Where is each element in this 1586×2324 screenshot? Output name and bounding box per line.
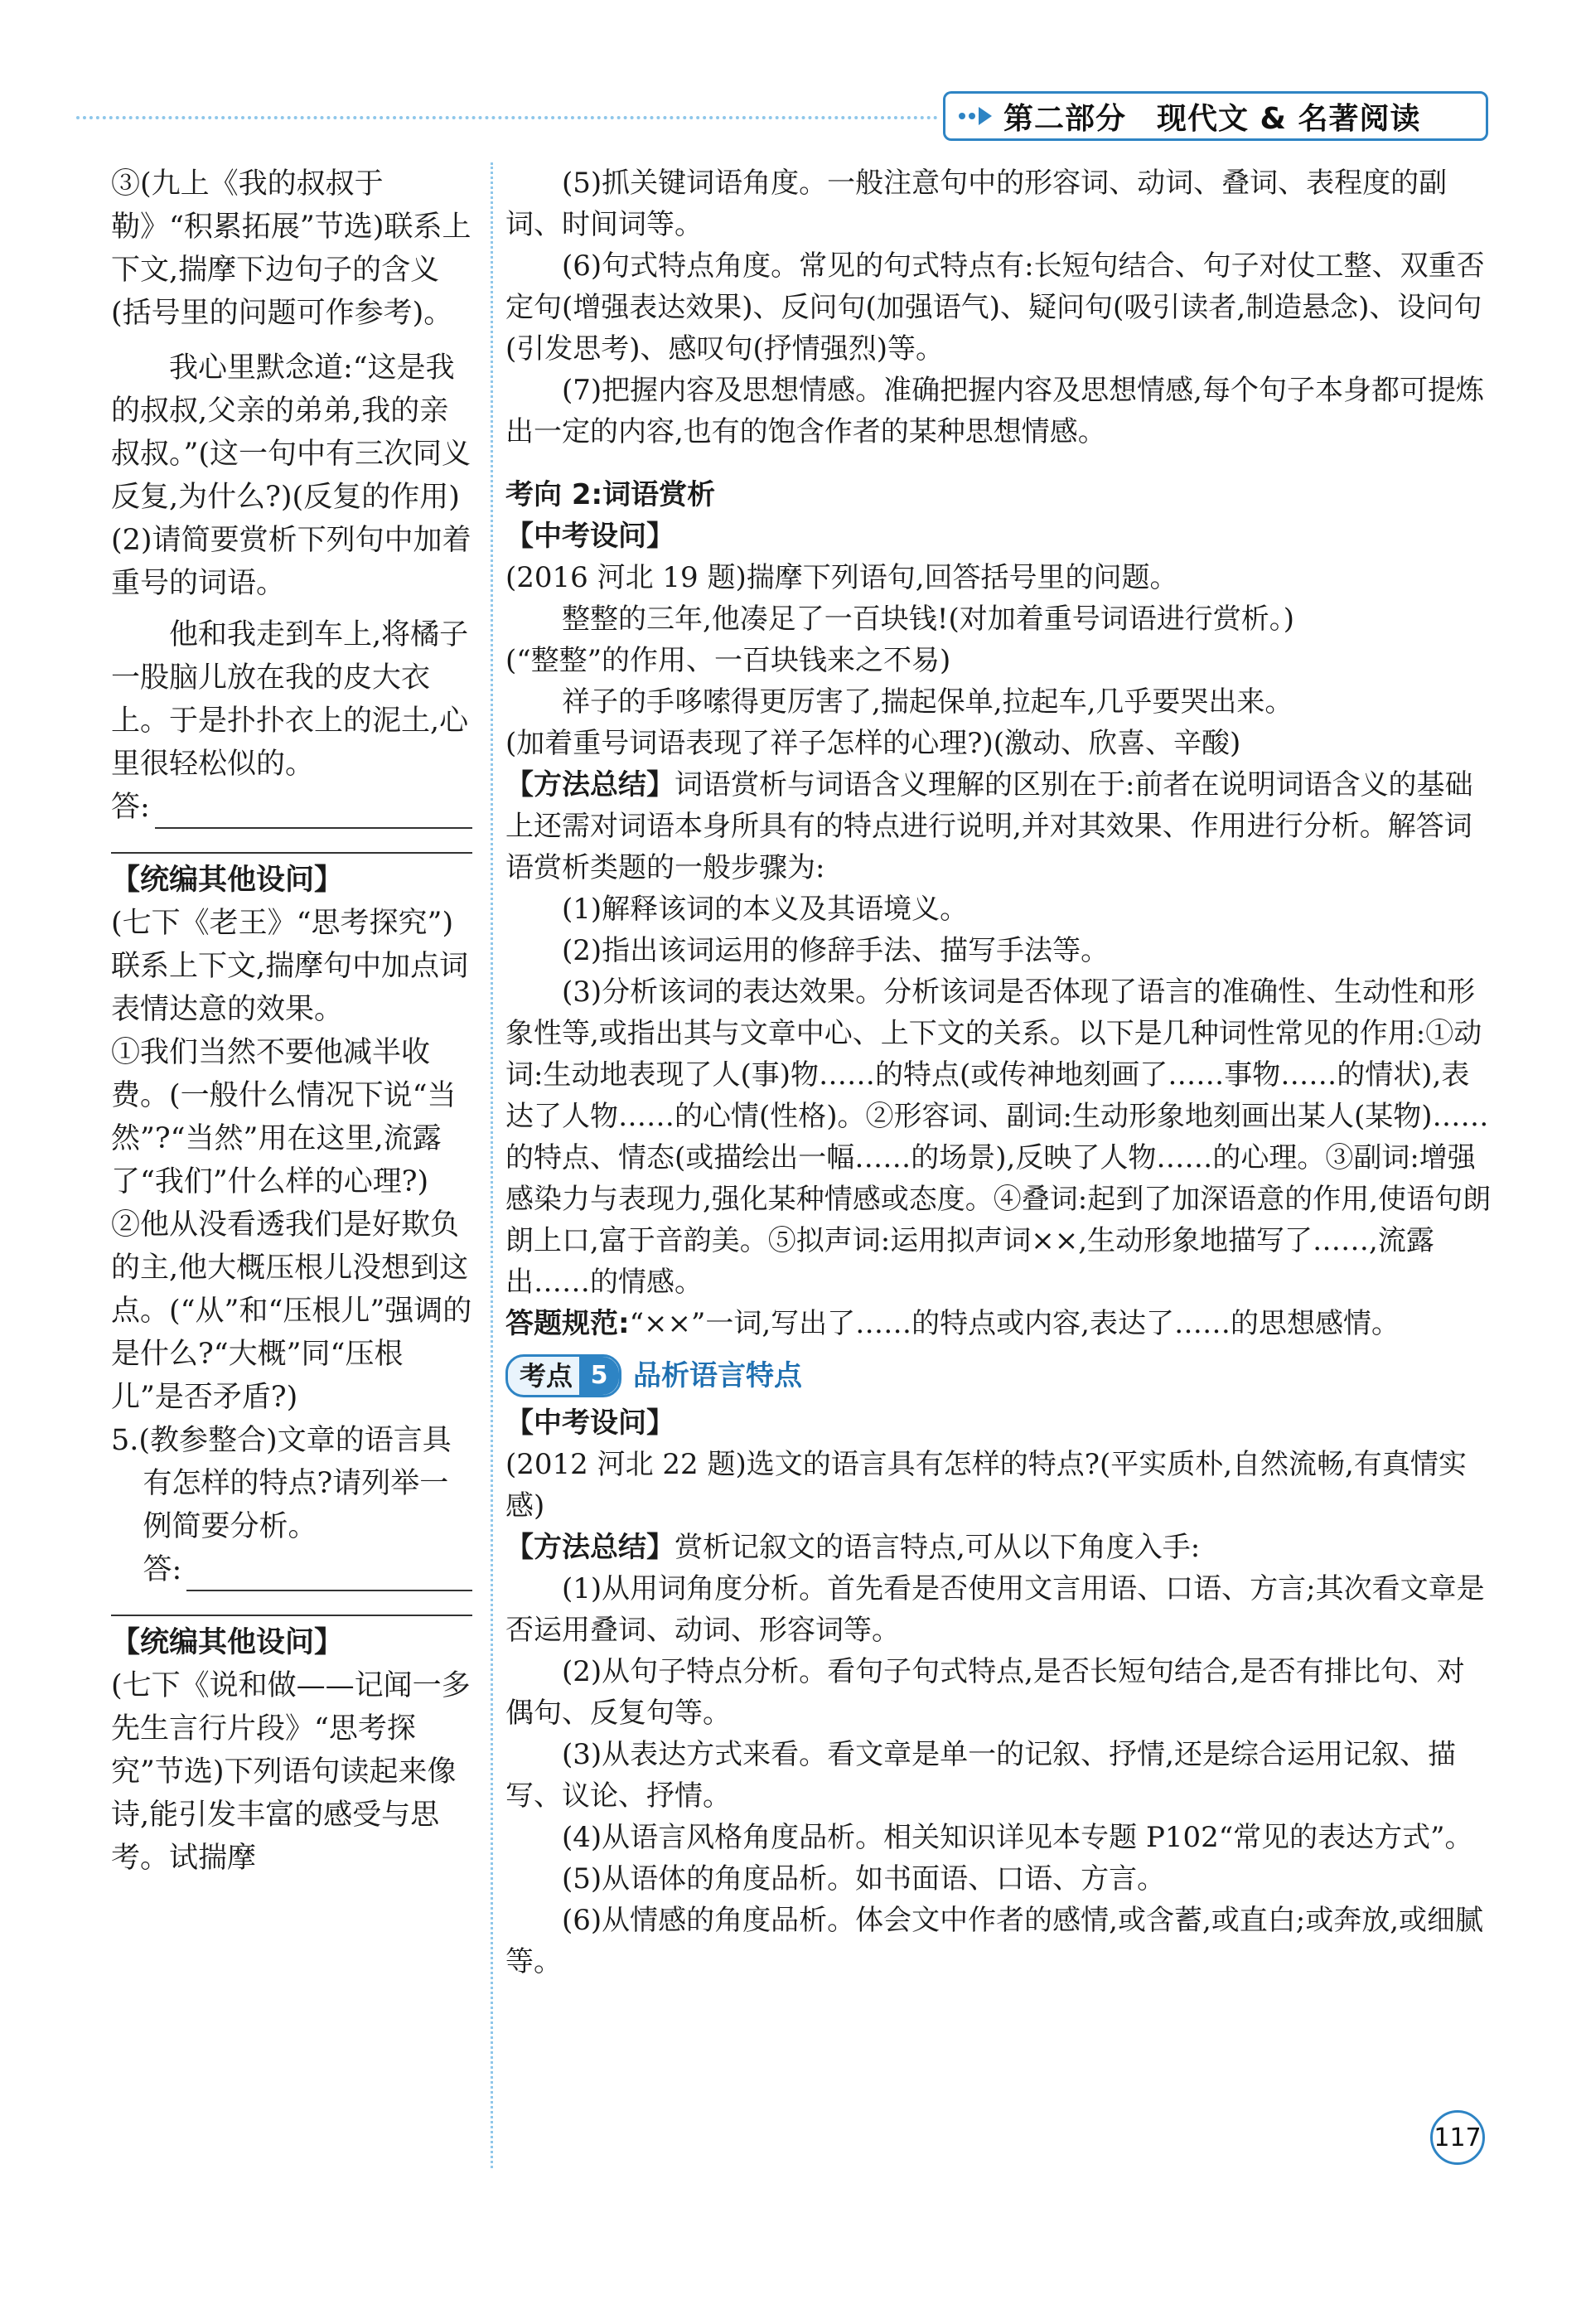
answer-label: 答:: [111, 791, 150, 824]
zhongkao-sentence-1: 整整的三年,他凑足了一百块钱!(对加着重号词语进行赏析。): [562, 603, 1294, 636]
kaodian-5-banner: [505, 1354, 1492, 1397]
step-3: (3)分析该词的表达效果。分析该词是否体现了语言的准确性、生动性和形象性等,或指出其与文章中心、上下文的关系。以下是几种词性常见的作用:①动词:生动地表现了人(事)物……的特点(或传神地刻画了……事物……的情状),表达了人物……的心情(性格)。②形容词、副词:生动形象地刻画出某人(某物)……的特点、情态(或描绘出一幅……的场景),反映了人物……的心理。③副词:增强感染力与表现力,强化某种情感或态度。④叠词:起到了加深语意的作用,使语句朗朗上口,富于音韵美。⑤拟声词:运用拟声词××,生动形象地描写了……,流露出……的情感。: [505, 976, 1492, 1299]
right-column: [505, 162, 1492, 1983]
answer-norm: [505, 1303, 1492, 1344]
point-5: (5)抓关键词语角度。一般注意句中的形容词、动词、叠词、表程度的副词、时间词等。: [505, 167, 1448, 241]
section-header: [943, 91, 1488, 141]
answer-label-2: 答:: [143, 1553, 182, 1586]
method-text: 词语赏析与词语含义理解的区别在于:前者在说明词语含义的基础上还需对词语本身所具有的特点进行说明,并对其效果、作用进行分析。解答词语赏析类题的一般步骤为:: [505, 768, 1473, 884]
answer-norm-text: “××”一词,写出了……的特点或内容,表达了……的思想感情。: [629, 1307, 1400, 1340]
point-7: (7)把握内容及思想情感。准确把握内容及思想情感,每个句子本身都可提炼出一定的内容,也有的饱含作者的某种思想情感。: [505, 374, 1484, 448]
other1-item-b: ②他从没看透我们是好欺负的主,他大概压根儿没想到这点。(“从”和“压根儿”强调的是什么?“大概”同“压根儿”是否矛盾?): [111, 1208, 472, 1414]
kaodian-label: 考点: [520, 1360, 573, 1392]
page-number: 117: [1430, 2110, 1485, 2165]
answer-line-2[interactable]: [186, 1553, 472, 1591]
question-5: 5.(教参整合)文章的语言具有怎样的特点?请列举一例简要分析。: [111, 1424, 452, 1543]
column-divider: [491, 162, 493, 2168]
q2-intro: (2)请简要赏析下列句中加着重号的词语。: [111, 524, 471, 600]
kaoxiang-2-heading: 考向 2:词语赏析: [505, 478, 716, 511]
answer-field-2[interactable]: [111, 1548, 472, 1591]
method-item-2: (2)从句子特点分析。看句子句式特点,是否长短句结合,是否有排比句、对偶句、反复句等。: [505, 1655, 1465, 1730]
other2-intro: (七下《说和做——记闻一多先生言行片段》“思考探究”节选)下列语句读起来像诗,能引发丰富的感受与思考。试揣摩: [111, 1669, 471, 1875]
other-question-head-2: 【统编其他设问】: [111, 1626, 344, 1659]
section-title: 第二部分 现代文 & 名著阅读: [1003, 101, 1421, 136]
q3-intro: ③(九上《我的叔叔于勒》“积累拓展”节选)联系上下文,揣摩下边句子的含义(括号里的问题可作参考)。: [111, 167, 471, 330]
q3-quote: 我心里默念道:“这是我的叔叔,父亲的弟弟,我的亲叔叔。”(这一句中有三次同义反复,为什么?)(反复的作用): [111, 351, 471, 514]
method-item-4: (4)从语言风格角度品析。相关知识详见本专题 P102“常见的表达方式”。: [562, 1821, 1473, 1854]
zhongkao-heading-2: 【中考设问】: [505, 1407, 675, 1440]
zhongkao-sentence-2: 祥子的手哆嗦得更厉害了,揣起保单,拉起车,几乎要哭出来。: [562, 685, 1293, 719]
kaodian-title: 品析语言特点: [633, 1359, 803, 1392]
answer-norm-heading: 答题规范:: [505, 1307, 630, 1340]
header-dotted-rule: [76, 116, 938, 119]
method-item-6: (6)从情感的角度品析。体会文中作者的感情,或含蓄,或直白;或奔放,或细腻等。: [505, 1904, 1484, 1978]
zhongkao-heading: 【中考设问】: [505, 520, 675, 553]
step-1: (1)解释该词的本义及其语境义。: [562, 893, 969, 926]
zhongkao-sentence-1-note: (“整整”的作用、一百块钱来之不易): [505, 644, 951, 677]
kaodian-badge: [505, 1354, 621, 1397]
method-heading-2: 【方法总结】: [505, 1531, 675, 1564]
step-2: (2)指出该词运用的修辞手法、描写手法等。: [562, 934, 1110, 967]
method-item-5: (5)从语体的角度品析。如书面语、口语、方言。: [562, 1862, 1166, 1896]
kaodian-number: 5: [579, 1357, 619, 1395]
method-summary-2: [505, 1527, 1492, 1568]
other1-item-a: ①我们当然不要他减半收费。(一般什么情况下说“当然”?“当然”用在这里,流露了“我们”什么样的心理?): [111, 1036, 457, 1198]
zhongkao-question: (2016 河北 19 题)揣摩下列语句,回答括号里的问题。: [505, 561, 1178, 594]
arrow-icon: [959, 107, 992, 125]
section-divider: [111, 852, 472, 854]
point-6: (6)句式特点角度。常见的句式特点有:长短句结合、句子对仗工整、双重否定句(增强表达效果)、反问句(加强语气)、疑问句(吸引读者,制造悬念)、设问句(引发思考)、感叹句(抒情强烈)等。: [505, 249, 1485, 366]
answer-field[interactable]: [111, 786, 472, 829]
other1-intro: (七下《老王》“思考探究”)联系上下文,揣摩句中加点词表情达意的效果。: [111, 907, 469, 1026]
zhongkao-sentence-2-note: (加着重号词语表现了祥子怎样的心理?)(激动、欣喜、辛酸): [505, 727, 1241, 760]
zhongkao-question-2: (2012 河北 22 题)选文的语言具有怎样的特点?(平实质朴,自然流畅,有真情实感): [505, 1448, 1467, 1523]
q2-quote: 他和我走到车上,将橘子一股脑儿放在我的皮大衣上。于是扑扑衣上的泥土,心里很轻松似的。: [111, 618, 469, 781]
method-text-2: 赏析记叙文的语言特点,可从以下角度入手:: [675, 1531, 1201, 1564]
left-column: [111, 162, 472, 1880]
answer-line[interactable]: [155, 791, 472, 829]
method-heading: 【方法总结】: [505, 768, 675, 801]
section-divider-2: [111, 1615, 472, 1616]
other-question-head: 【统编其他设问】: [111, 864, 344, 897]
method-item-3: (3)从表达方式来看。看文章是单一的记叙、抒情,还是综合运用记叙、描写、议论、抒情。: [505, 1738, 1456, 1813]
method-item-1: (1)从用词角度分析。首先看是否使用文言用语、口语、方言;其次看文章是否运用叠词、动词、形容词等。: [505, 1572, 1485, 1647]
method-summary: [505, 764, 1492, 888]
